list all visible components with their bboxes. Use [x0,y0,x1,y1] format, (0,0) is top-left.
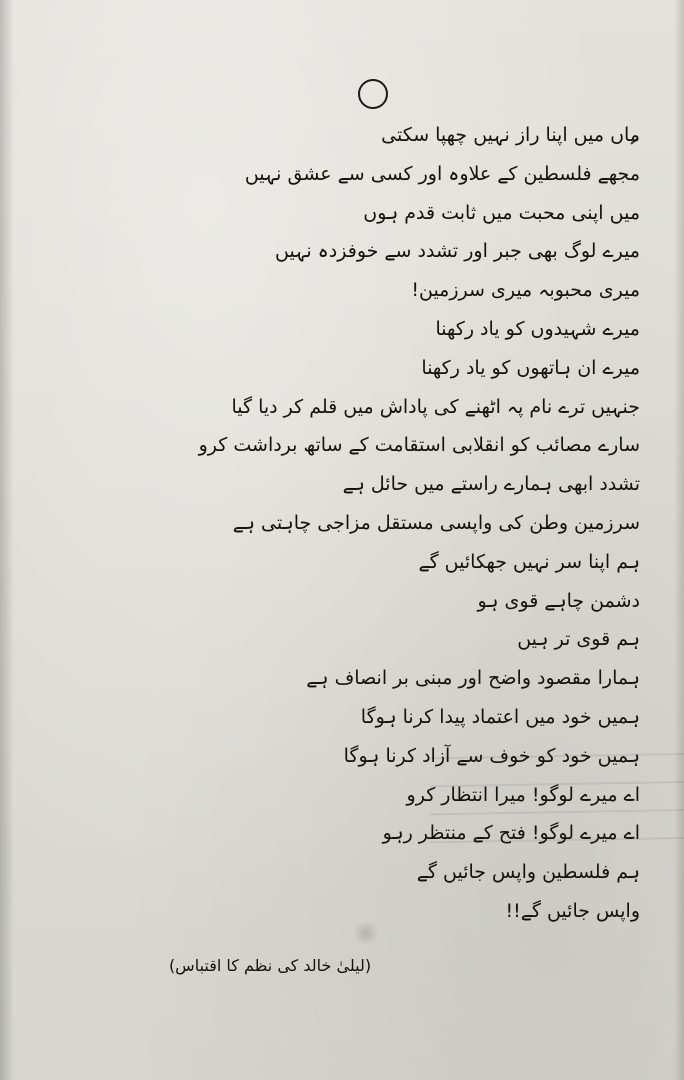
poem-line: میرے لوگ بھی جبر اور تشدد سے خوفزدہ نہیں [275,240,640,263]
poem-stanza [40,116,640,931]
poem-attribution: (لیلیٰ خالد کی نظم کا اقتباس) [168,956,372,975]
poem-line: واپس جائیں گے!! [505,899,640,922]
poem-line: ہم قوی تر ہیں [517,628,640,651]
poem-line: ہمیں خود میں اعتماد پیدا کرنا ہوگا [360,705,640,728]
poem-line: میرے شہیدوں کو یاد رکھنا [435,317,640,340]
poem-line: مجھے فلسطین کے علاوہ اور کسی سے عشق نہیں [244,162,640,185]
poem-line: اے میرے لوگو! میرا انتظار کرو [406,783,640,806]
poem-line: ہمارا مقصود واضح اور مبنی بر انصاف ہے [306,667,640,690]
poem-line: ہمیں خود کو خوف سے آزاد کرنا ہوگا [343,744,640,767]
poem-line: میرے ان ہاتھوں کو یاد رکھنا [421,356,640,379]
right-edge-shadow [674,0,684,1080]
poem-line: سارے مصائب کو انقلابی استقامت کے ساتھ برداشت کرو [198,434,640,457]
poem-line: سرزمین وطن کی واپسی مستقل مزاجی چاہتی ہے [232,511,640,534]
poem-line: اے میرے لوگو! فتح کے منتظر رہو [382,822,640,845]
poem-line: ہم اپنا سر نہیں جھکائیں گے [418,550,640,573]
poem-line: میری محبوبہ میری سرزمین! [411,279,640,302]
left-edge-shadow [0,0,14,1080]
page-circle-marker [358,79,388,109]
poem-line: ماں میں اپنا راز نہیں چھپا سکتی [381,124,640,146]
poem-line: میں اپنی محبت میں ثابت قدم ہوں [363,201,640,224]
poem-line: ہم فلسطین واپس جائیں گے [416,861,640,884]
poem-line: دشمن چاہے قوی ہو [477,589,640,612]
poem-line: جنہیں ترے نام پہ اٹھنے کی پاداش میں قلم کر دیا گیا [231,395,640,418]
poem-line: تشدد ابھی ہمارے راستے میں حائل ہے [342,473,640,496]
